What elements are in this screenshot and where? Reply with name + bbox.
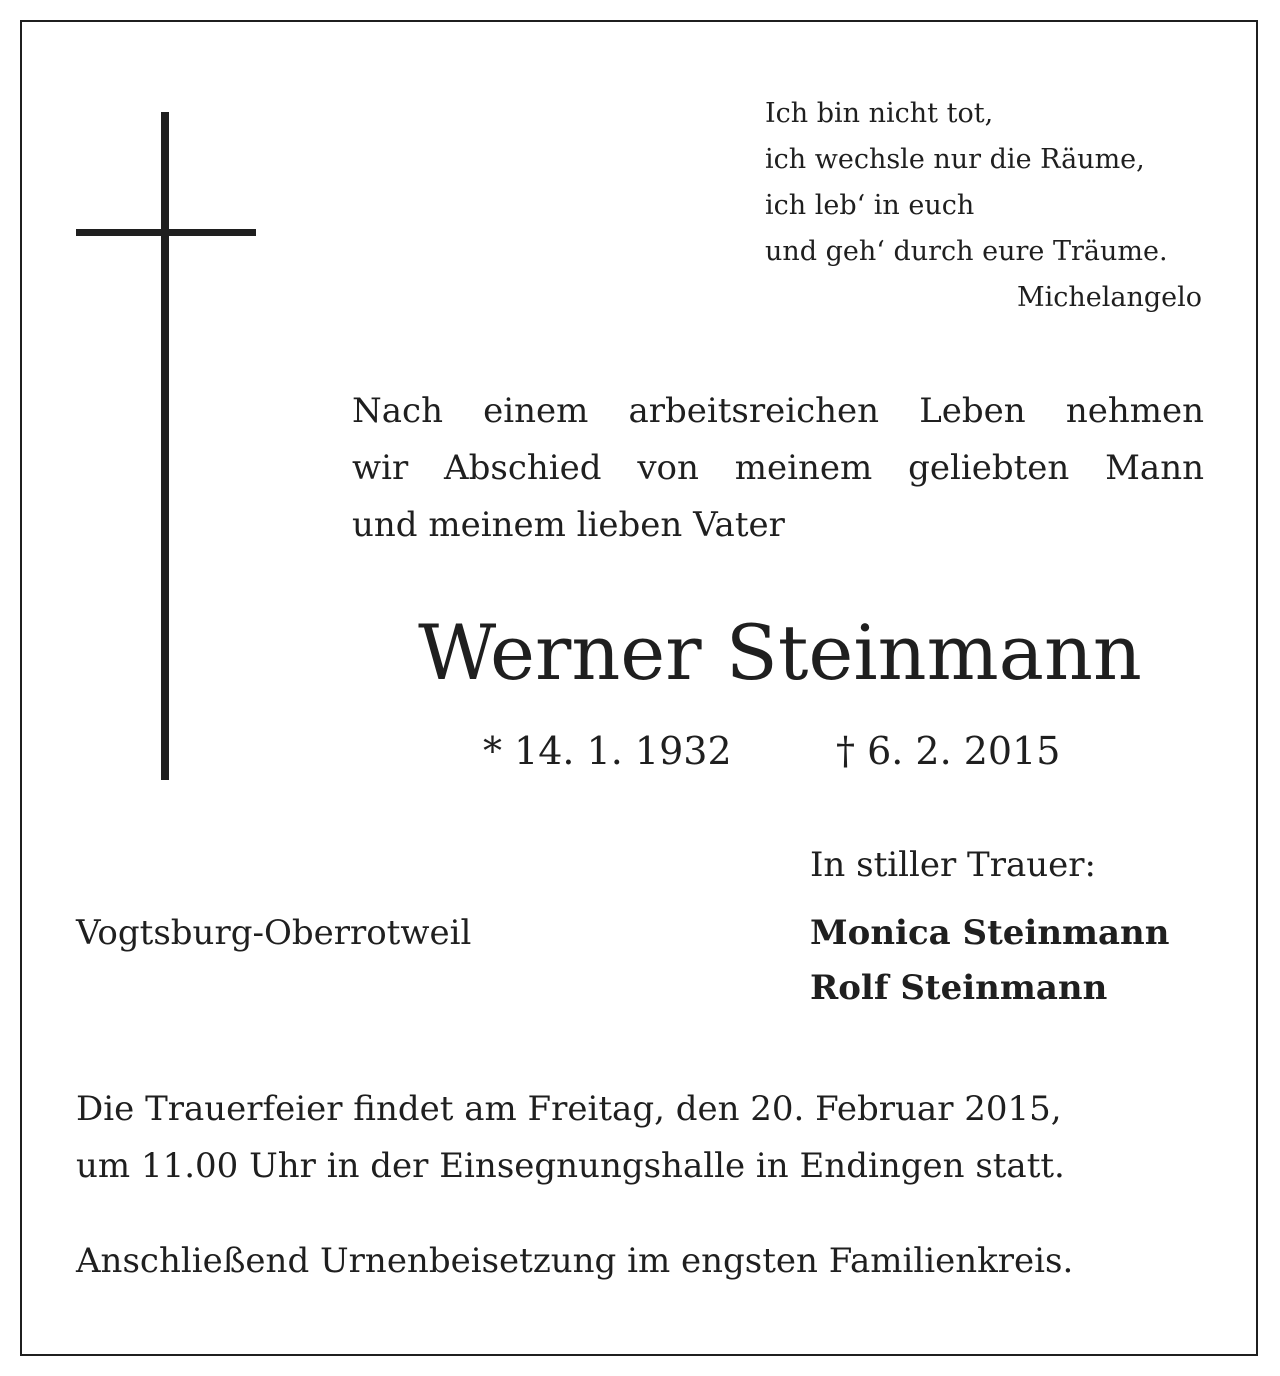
mourner-name: Monica Steinmann — [810, 913, 1170, 953]
quote-line: und geh‘ durch eure Träume. — [765, 236, 1168, 267]
cross-vertical-bar — [161, 112, 169, 780]
intro-line: wir Abschied von meinem geliebten Mann — [352, 448, 1204, 488]
mourner-name: Rolf Steinmann — [810, 968, 1108, 1008]
cross-horizontal-bar — [76, 229, 256, 236]
mourners-list — [810, 906, 1170, 1016]
place-name: Vogtsburg-Oberrotweil — [76, 913, 472, 953]
poem-quote — [765, 91, 1205, 321]
death-date: † 6. 2. 2015 — [836, 729, 1061, 773]
quote-line: ich wechsle nur die Räume, — [765, 144, 1145, 175]
ceremony-line: Die Trauerfeier findet am Freitag, den 20. Februar 2015, — [76, 1089, 1062, 1129]
quote-line: Ich bin nicht tot, — [765, 98, 994, 129]
ceremony-line: um 11.00 Uhr in der Einsegnungshalle in Endingen statt. — [76, 1146, 1065, 1186]
burial-note: Anschließend Urnenbeisetzung im engsten Familienkreis. — [76, 1241, 1074, 1281]
ceremony-info — [76, 1081, 1204, 1195]
quote-author: Michelangelo — [1016, 282, 1202, 313]
intro-line: und meinem lieben Vater — [352, 505, 785, 545]
birth-date: * 14. 1. 1932 — [483, 729, 732, 773]
deceased-name: Werner Steinmann — [418, 608, 1142, 697]
mourning-label: In stiller Trauer: — [810, 845, 1096, 885]
intro-text — [352, 383, 1204, 554]
intro-line: Nach einem arbeitsreichen Leben nehmen — [352, 391, 1204, 431]
quote-line: ich leb‘ in euch — [765, 190, 975, 221]
